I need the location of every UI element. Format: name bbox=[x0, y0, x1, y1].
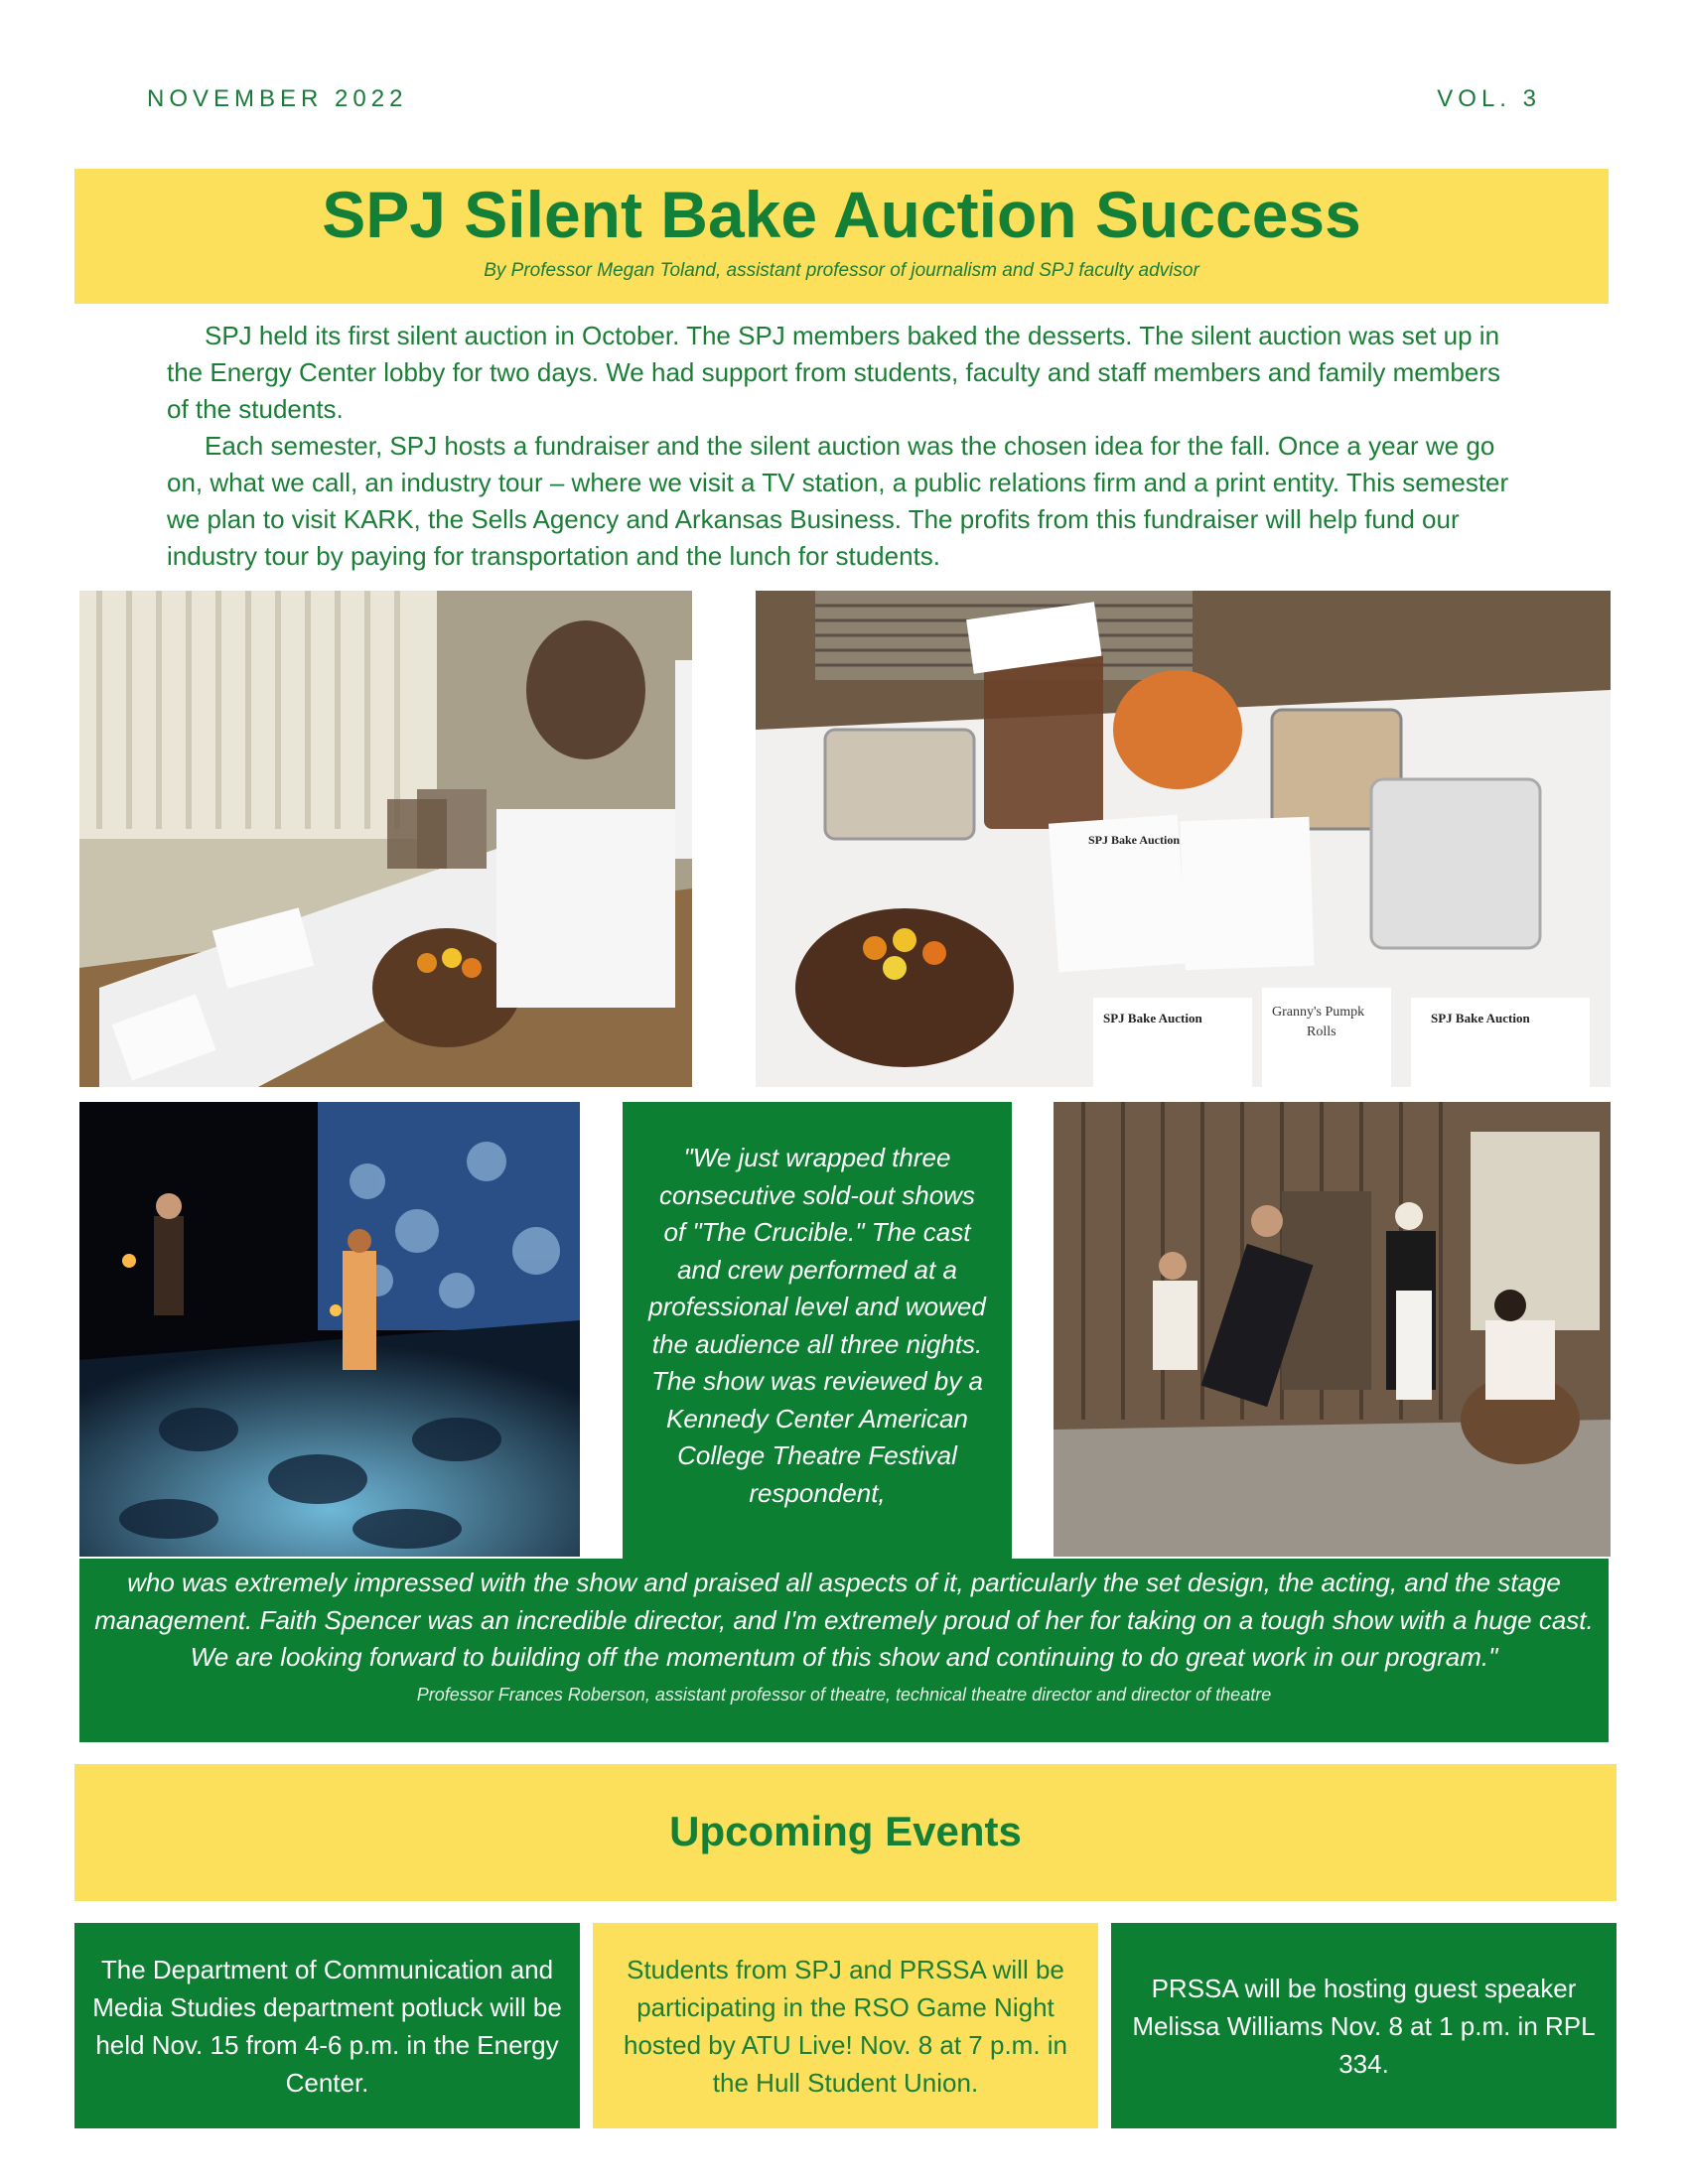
quote-box bbox=[623, 1102, 1012, 1559]
quote-text-part2: who was extremely impressed with the show and praised all aspects of it, particularly the set design, the acting, and the stage management. Faith Spencer was an incredible director, and I'm extremely proud of her for taking on a tough show with a huge cast. We are looking forward to building off the momentum of this show and continuing to do great work in our program." bbox=[94, 1568, 1594, 1672]
events-banner bbox=[74, 1764, 1617, 1901]
table-sign: SPJ Bake Auction bbox=[1431, 1011, 1530, 1025]
photo-crucible-stage bbox=[79, 1102, 580, 1557]
quote-attribution: Professor Frances Roberson, assistant professor of theatre, technical theatre director and director of theatre bbox=[416, 1685, 1272, 1705]
event-text: The Department of Communication and Media Studies department potluck will be held Nov. 15 from 4-6 p.m. in the Energy Center. bbox=[92, 1954, 562, 2098]
article-byline: By Professor Megan Toland, assistant professor of journalism and SPJ faculty advisor bbox=[484, 260, 1199, 281]
article-paragraph: SPJ held its first silent auction in October. The SPJ members baked the desserts. The silent auction was set up in the Energy Center lobby for two days. We had support from students, faculty and staff members and family members of the students. bbox=[167, 321, 1500, 424]
events-title: Upcoming Events bbox=[669, 1808, 1022, 1854]
event-card-guest-speaker bbox=[1111, 1923, 1617, 2128]
article-title: SPJ Silent Bake Auction Success bbox=[322, 178, 1361, 251]
title-banner bbox=[74, 169, 1609, 304]
event-card-potluck bbox=[74, 1923, 580, 2128]
event-text: PRSSA will be hosting guest speaker Melissa Williams Nov. 8 at 1 p.m. in RPL 334. bbox=[1132, 1973, 1596, 2079]
newsletter-date: NOVEMBER 2022 bbox=[147, 85, 408, 112]
table-sign: SPJ Bake Auction bbox=[1103, 1011, 1202, 1025]
table-sign: SPJ Bake Auction bbox=[1088, 833, 1181, 847]
photo-student-bidding bbox=[79, 591, 692, 1087]
table-sign: Rolls bbox=[1307, 1024, 1336, 1039]
quote-text-part1: "We just wrapped three consecutive sold-out shows of "The Crucible." The cast and crew performed at a professional level and wowed the audience all three nights. The show was reviewed by a Kennedy Center American College Theatre Festival respondent, bbox=[648, 1143, 986, 1508]
quote-continuation bbox=[79, 1559, 1609, 1742]
event-card-game-night bbox=[593, 1923, 1098, 2128]
event-text: Students from SPJ and PRSSA will be participating in the RSO Game Night hosted by ATU Live! Nov. 8 at 7 p.m. in the Hull Student Union. bbox=[623, 1954, 1068, 2098]
photo-crucible-cast bbox=[1054, 1102, 1611, 1557]
article-paragraph: Each semester, SPJ hosts a fundraiser and the silent auction was the chosen idea for the fall. Once a year we go on, what we call, an industry tour – where we visit a TV station, a public relations firm and a print entity. This semester we plan to visit KARK, the Sells Agency and Arkansas Business. The profits from this fundraiser will help fund our industry tour by paying for transportation and the lunch for students. bbox=[167, 431, 1509, 571]
table-sign: Granny's Pumpk bbox=[1272, 1005, 1365, 1020]
article-body bbox=[167, 318, 1527, 575]
photo-bake-auction-table bbox=[756, 591, 1611, 1087]
newsletter-volume: VOL. 3 bbox=[1437, 85, 1541, 112]
